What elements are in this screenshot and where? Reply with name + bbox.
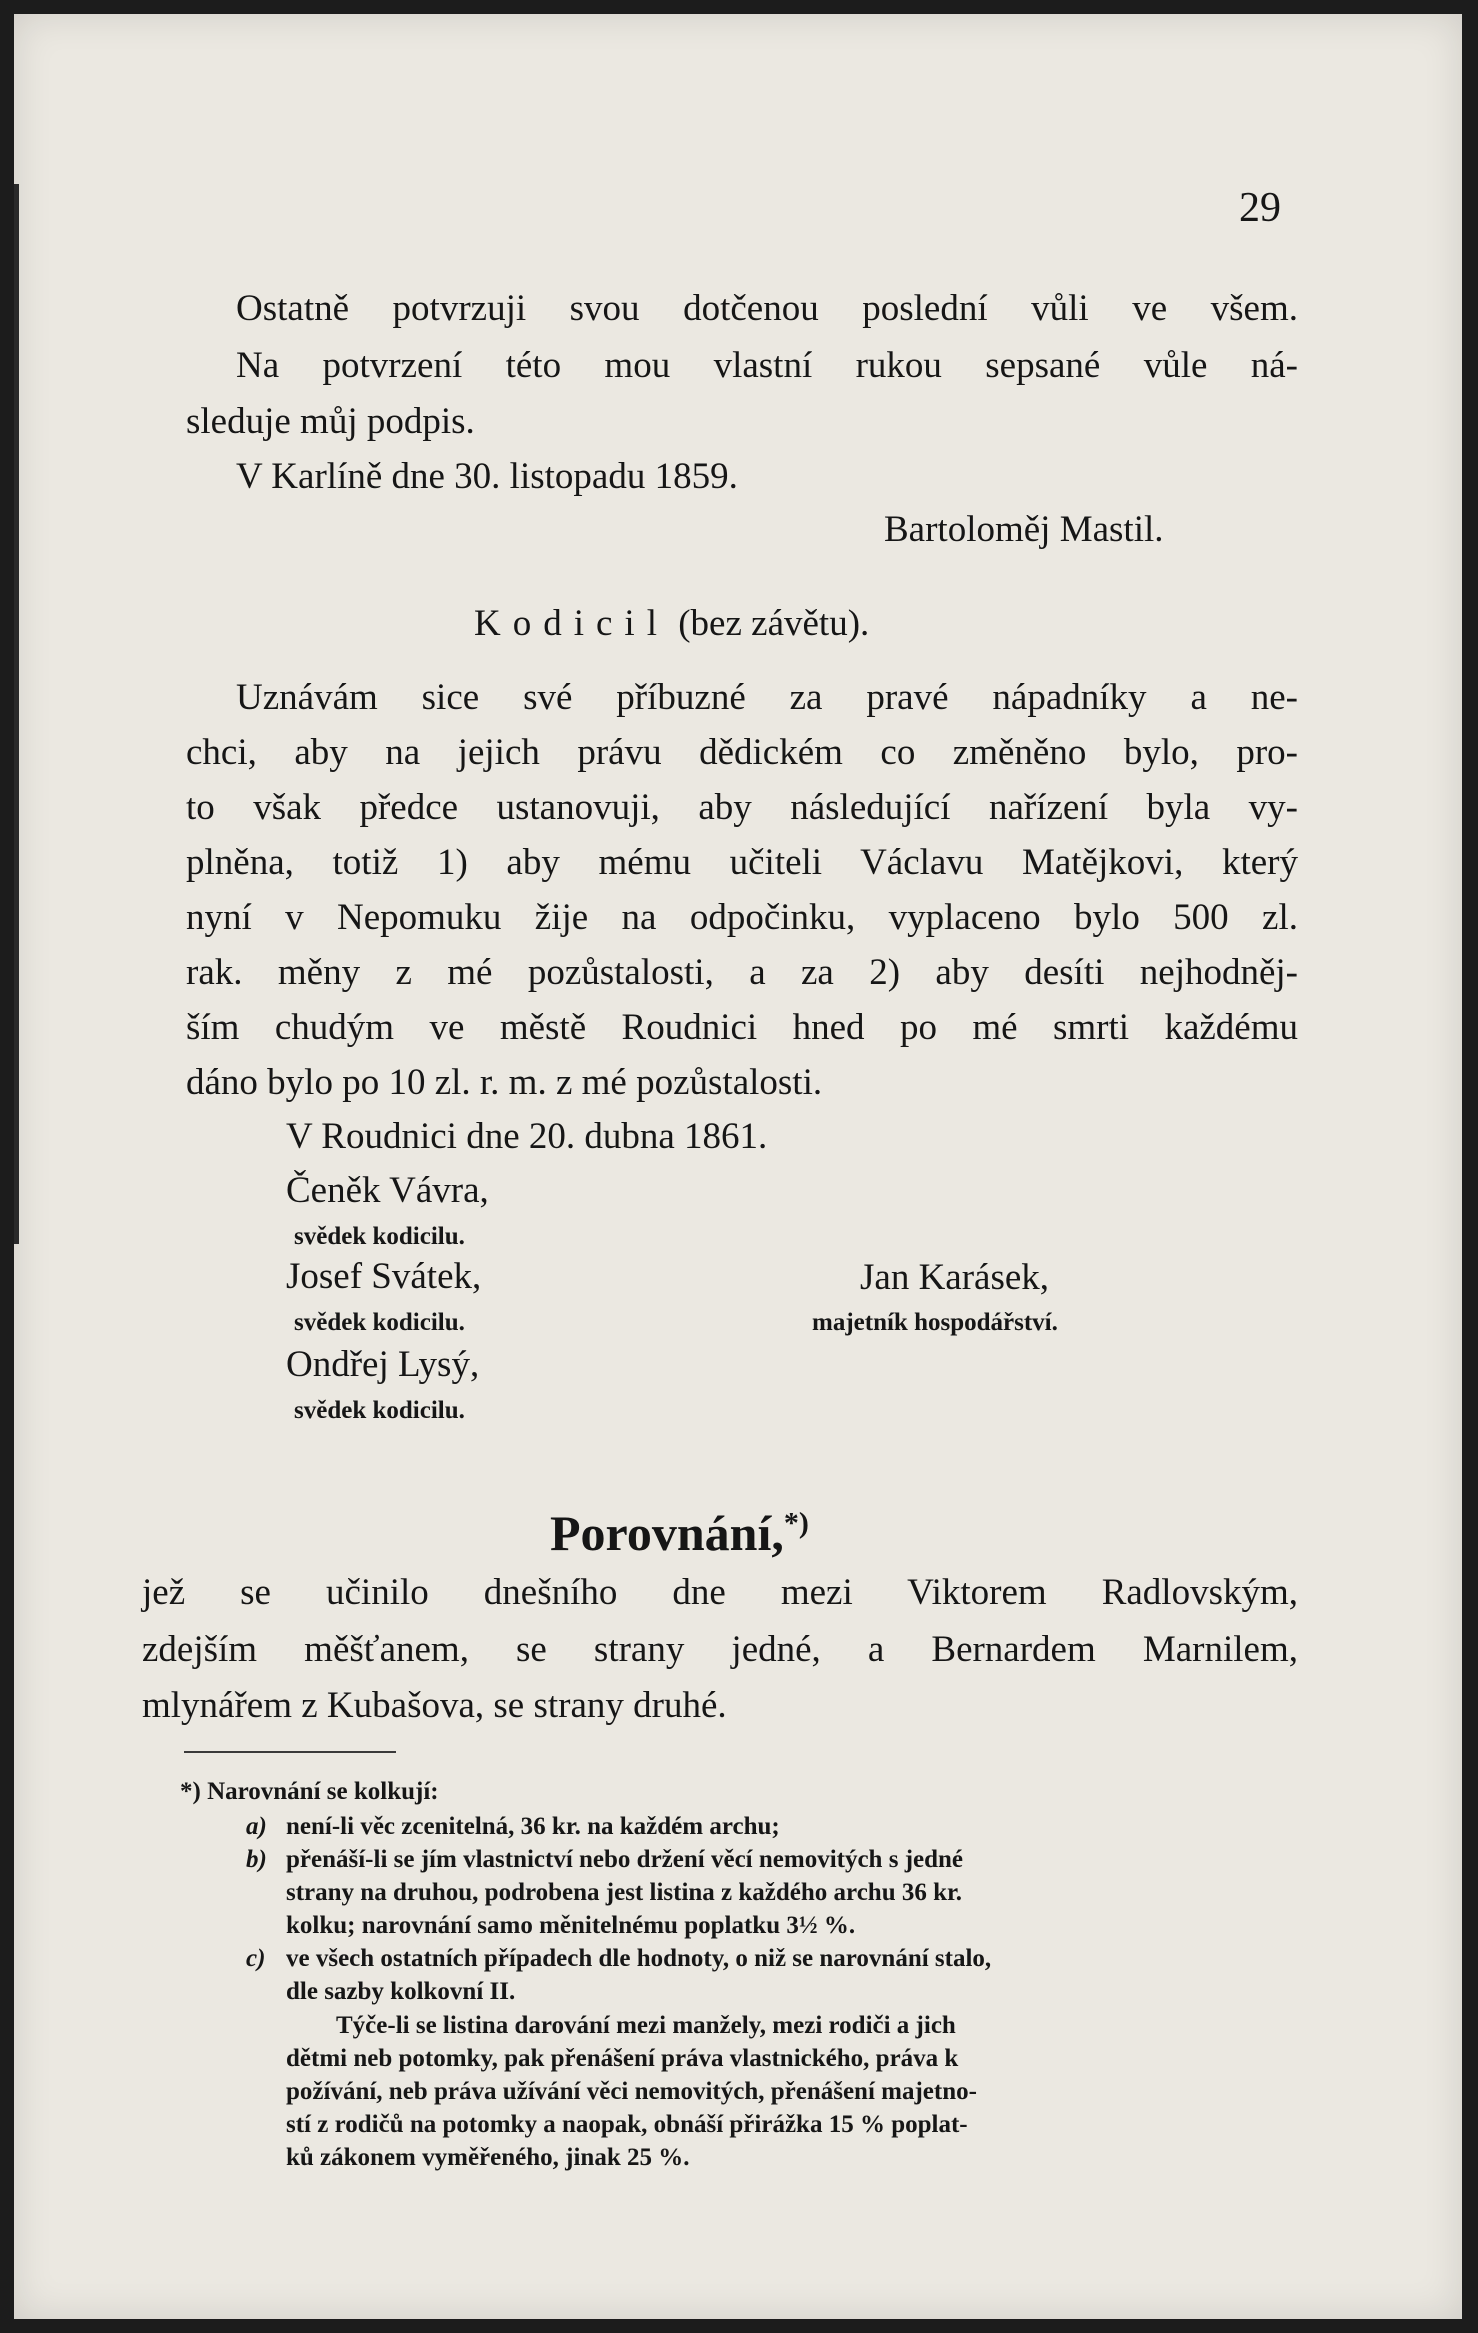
codicil-line: chci, aby na jejich právu dědickém co změněno bylo, pro-: [186, 732, 1298, 773]
footnote-intro: *) Narovnání se kolkují:: [180, 1778, 439, 1805]
settlement-heading: [550, 1504, 809, 1562]
document-page: [14, 14, 1462, 2319]
codicil-title-rest: (bez závětu).: [668, 603, 870, 644]
footnote-text: ve všech ostatních případech dle hodnoty, o niž se narovnání stalo,: [286, 1945, 992, 1972]
footnote-text: dle sazby kolkovní II.: [286, 1978, 516, 2005]
settlement-heading-text: Porovnání,: [550, 1505, 784, 1561]
footnote-rule: [184, 1751, 396, 1753]
settlement-line: mlynářem z Kubašova, se strany druhé.: [142, 1685, 727, 1726]
witness-role: svědek kodicilu.: [294, 1309, 465, 1336]
page-number: 29: [1239, 185, 1281, 231]
footnote-text: přenáší-li se jím vlastnictví nebo držení věcí nemovitých s jedné: [286, 1846, 964, 1873]
owner-name: Jan Karásek,: [860, 1257, 1050, 1298]
codicil-line: to však předce ustanovuji, aby následující nařízení byla vy-: [186, 787, 1298, 828]
will-signature: Bartoloměj Mastil.: [884, 509, 1164, 550]
will-line: sleduje můj podpis.: [186, 401, 475, 442]
footnote-label: c): [246, 1945, 266, 1972]
codicil-title-spaced: Kodicil: [474, 603, 669, 644]
footnote-label: a): [246, 1813, 267, 1840]
witness-name: Čeněk Vávra,: [286, 1170, 489, 1211]
footnote-para-line: ků zákonem vyměřeného, jinak 25 %.: [286, 2144, 690, 2171]
footnote-para-line: stí z rodičů na potomky a naopak, obnáší přirážka 15 % poplat-: [286, 2111, 968, 2138]
footnote-para-line: Týče-li se listina darování mezi manžely, mezi rodiči a jich: [336, 2012, 956, 2039]
footnote-item-c: [246, 1946, 991, 1971]
codicil-title: [474, 605, 869, 642]
footnote-item-b: [246, 1847, 963, 1872]
footnote-text: není-li věc zcenitelná, 36 kr. na každém archu;: [286, 1813, 780, 1840]
codicil-line: nyní v Nepomuku žije na odpočinku, vyplaceno bylo 500 zl.: [186, 897, 1298, 938]
footnote-para-line: dětmi neb potomky, pak přenášení práva vlastnického, práva k: [286, 2045, 959, 2072]
will-line: Na potvrzení této mou vlastní rukou sepsané vůle ná-: [236, 345, 1298, 386]
codicil-line: dáno bylo po 10 zl. r. m. z mé pozůstalosti.: [186, 1062, 823, 1103]
settlement-line: zdejším měšťanem, se strany jedné, a Bernardem Marnilem,: [142, 1629, 1298, 1670]
codicil-place-date: V Roudnici dne 20. dubna 1861.: [286, 1116, 768, 1157]
witness-role: svědek kodicilu.: [294, 1223, 465, 1250]
footnote-text: strany na druhou, podrobena jest listina z každého archu 36 kr.: [286, 1879, 963, 1906]
witness-name: Josef Svátek,: [286, 1256, 482, 1297]
witness-name: Ondřej Lysý,: [286, 1344, 480, 1385]
codicil-line: ším chudým ve městě Roudnici hned po mé smrti každému: [186, 1007, 1298, 1048]
settlement-line: jež se učinilo dnešního dne mezi Viktorem Radlovským,: [142, 1572, 1298, 1613]
footnote-para-line: požívání, neb práva užívání věci nemovitých, přenášení majetno-: [286, 2078, 977, 2105]
footnote-item-a: [246, 1814, 780, 1839]
binding-edge: [14, 184, 19, 1244]
codicil-line: plněna, totiž 1) aby mému učiteli Václavu Matějkovi, který: [186, 842, 1298, 883]
will-line: Ostatně potvrzuji svou dotčenou poslední vůli ve všem.: [236, 288, 1298, 329]
witness-role: svědek kodicilu.: [294, 1397, 465, 1424]
codicil-line: Uznávám sice své příbuzné za pravé nápadníky a ne-: [236, 677, 1298, 718]
footnote-text: kolku; narovnání samo měnitelnému poplatku 3½ %.: [286, 1912, 856, 1939]
owner-role: majetník hospodářství.: [812, 1309, 1058, 1336]
footnote-marker: *): [783, 1506, 809, 1540]
codicil-line: rak. měny z mé pozůstalosti, a za 2) aby desíti nejhodněj-: [186, 952, 1298, 993]
will-place-date: V Karlíně dne 30. listopadu 1859.: [236, 456, 738, 497]
footnote-label: b): [246, 1846, 267, 1873]
